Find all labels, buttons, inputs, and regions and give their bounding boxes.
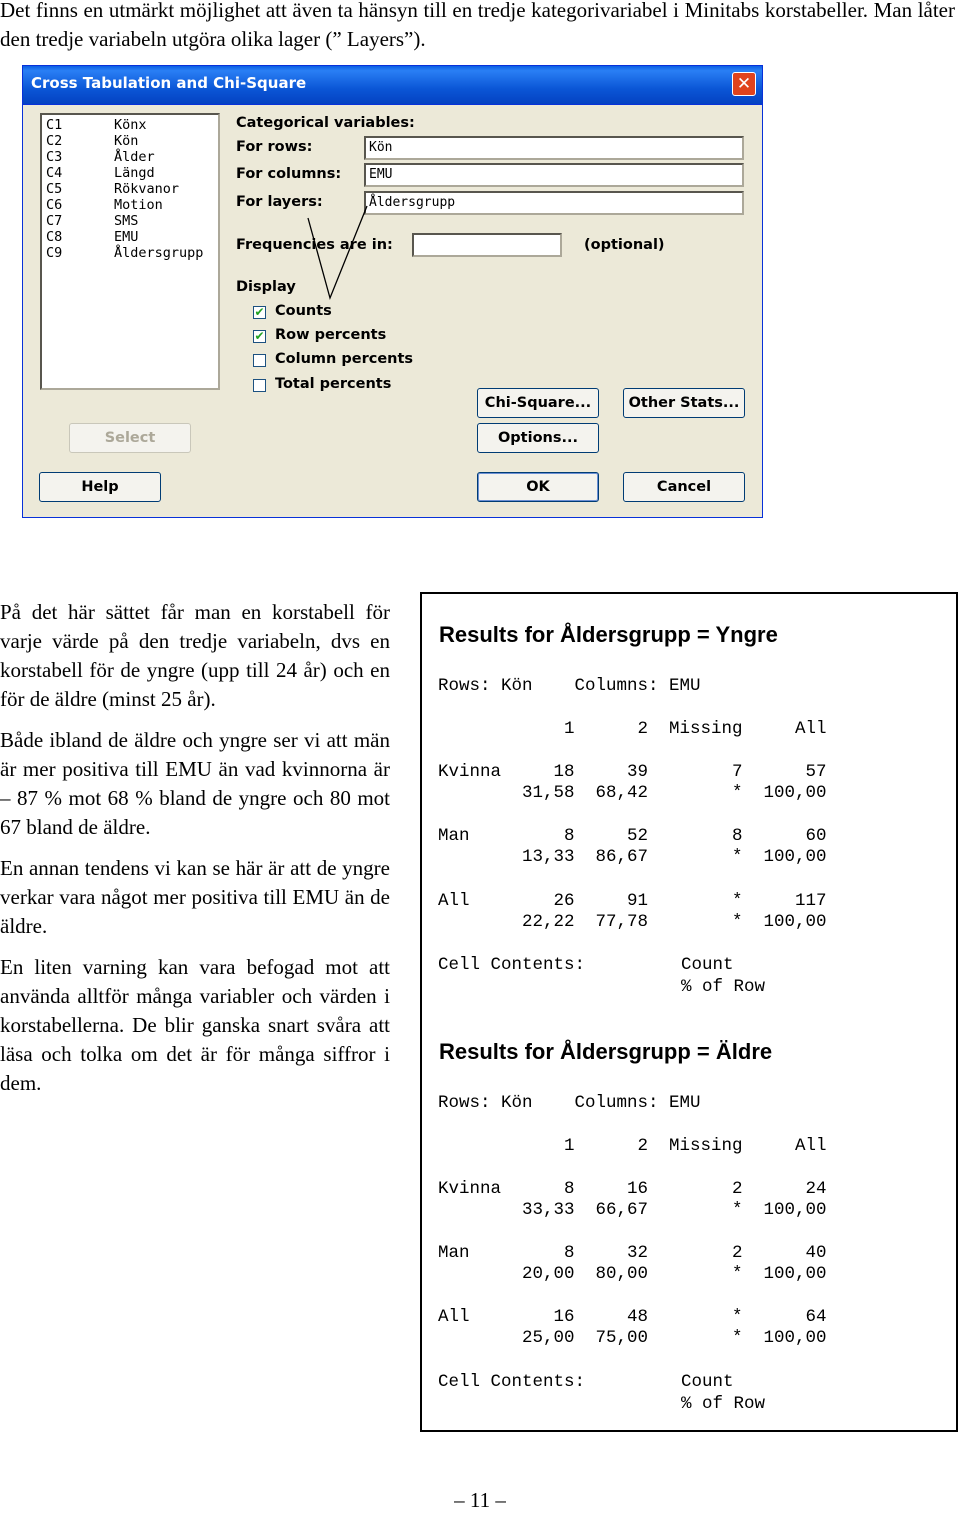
variable-name[interactable]: Åldersgrupp: [114, 245, 204, 261]
row-percents-label[interactable]: Row percents: [275, 327, 387, 343]
page-number: – 11 –: [454, 1488, 506, 1512]
optional-label: (optional): [584, 237, 665, 253]
variable-name[interactable]: Längd: [114, 165, 155, 181]
cell-contents-item: % of Row: [681, 977, 766, 997]
intro-paragraph: Det finns en utmärkt möjlighet att även ta hänsyn till en tredje kategorivariabel i Minitabs korstabeller. Man låter den tredje variabeln utgöra olika lager (” Layers”).: [0, 0, 955, 51]
columns-label: For columns:: [236, 166, 342, 182]
variable-col[interactable]: C1: [46, 117, 63, 133]
body-text: [0, 598, 390, 1110]
layers-label: For layers:: [236, 194, 323, 210]
cell-contents-item: Count: [681, 1372, 734, 1392]
column-percents-label[interactable]: Column percents: [275, 351, 414, 367]
results-heading: Results for Åldersgrupp = Äldre: [439, 1039, 773, 1064]
table-row: 13,33 86,67 * 100,00: [438, 847, 827, 867]
table-row: Man 8 32 2 40: [438, 1243, 827, 1263]
cell-contents-item: % of Row: [681, 1394, 766, 1414]
cell-contents-label: Cell Contents:: [438, 1372, 586, 1392]
variable-name[interactable]: Ålder: [114, 149, 155, 165]
layers-input[interactable]: Åldersgrupp: [364, 191, 744, 215]
body-paragraph: På det här sättet får man en korstabell för varje värde på den tredje variabeln, dvs en korstabell för de yngre (upp till 24 år) och en för de äldre (minst 25 år).: [0, 600, 390, 711]
variable-col[interactable]: C4: [46, 165, 63, 181]
rows-columns-line: Rows: Kön Columns: EMU: [438, 1093, 701, 1113]
table-row: Kvinna 8 16 2 24: [438, 1179, 827, 1199]
table-row: All 26 91 * 117: [438, 891, 827, 911]
table-row: 25,00 75,00 * 100,00: [438, 1328, 827, 1348]
variable-name[interactable]: Kön: [114, 133, 139, 149]
other-stats-button[interactable]: Other Stats...: [623, 388, 745, 418]
cell-contents-label: Cell Contents:: [438, 955, 586, 975]
minitab-output: [420, 592, 958, 1432]
table-row: 31,58 68,42 * 100,00: [438, 783, 827, 803]
total-percents-label[interactable]: Total percents: [275, 376, 392, 392]
rows-columns-line: Rows: Kön Columns: EMU: [438, 676, 701, 696]
row-percents-checkbox[interactable]: ✔: [254, 329, 265, 343]
cell-contents-item: Count: [681, 955, 734, 975]
dialog-title: Cross Tabulation and Chi-Square: [31, 74, 307, 92]
counts-checkbox[interactable]: ✔: [254, 305, 265, 319]
body-paragraph: En annan tendens vi kan se här är att de yngre verkar vara något mer positiva till EMU än de äldre.: [0, 856, 390, 938]
close-icon[interactable]: ✕: [732, 72, 756, 96]
body-paragraph: En liten varning kan vara befogad mot att använda alltför många variabler och värden i korstabellerna. De blir ganska snart svåra att läsa och tolka om det är för många siffror i dem.: [0, 955, 390, 1095]
annotation-arrow: [0, 0, 960, 520]
table-header: 1 2 Missing All: [438, 719, 827, 739]
table-row: All 16 48 * 64: [438, 1307, 827, 1327]
variable-col[interactable]: C9: [46, 245, 63, 261]
variable-name[interactable]: Rökvanor: [114, 181, 180, 197]
variable-name[interactable]: Motion: [114, 197, 163, 213]
ok-button[interactable]: OK: [477, 472, 599, 502]
body-paragraph: Både ibland de äldre och yngre ser vi att män är mer positiva till EMU än vad kvinnorna är – 87 % mot 68 % bland de yngre och 80 mot 67 bland de äldre.: [0, 728, 390, 839]
display-label: Display: [236, 279, 296, 295]
variable-name[interactable]: SMS: [114, 213, 139, 229]
table-header: 1 2 Missing All: [438, 1136, 827, 1156]
rows-label: For rows:: [236, 139, 313, 155]
rows-input[interactable]: Kön: [364, 136, 744, 160]
table-row: Kvinna 18 39 7 57: [438, 762, 827, 782]
cancel-button[interactable]: Cancel: [623, 472, 745, 502]
counts-label[interactable]: Counts: [275, 303, 332, 319]
table-row: 22,22 77,78 * 100,00: [438, 912, 827, 932]
chi-square-button[interactable]: Chi-Square...: [477, 388, 599, 418]
variable-col[interactable]: C5: [46, 181, 63, 197]
table-row: Man 8 52 8 60: [438, 826, 827, 846]
table-row: 20,00 80,00 * 100,00: [438, 1264, 827, 1284]
variable-name[interactable]: Könx: [114, 117, 147, 133]
categorical-variables-label: Categorical variables:: [236, 115, 415, 131]
variable-col[interactable]: C7: [46, 213, 63, 229]
variable-name[interactable]: EMU: [114, 229, 139, 245]
columns-input[interactable]: EMU: [364, 163, 744, 187]
variable-col[interactable]: C2: [46, 133, 63, 149]
table-row: 33,33 66,67 * 100,00: [438, 1200, 827, 1220]
frequencies-label: Frequencies are in:: [236, 237, 393, 253]
select-button[interactable]: Select: [69, 423, 191, 453]
variable-col[interactable]: C6: [46, 197, 63, 213]
variable-col[interactable]: C8: [46, 229, 63, 245]
options-button[interactable]: Options...: [477, 423, 599, 453]
results-heading: Results for Åldersgrupp = Yngre: [439, 622, 778, 647]
variable-col[interactable]: C3: [46, 149, 63, 165]
help-button[interactable]: Help: [39, 472, 161, 502]
